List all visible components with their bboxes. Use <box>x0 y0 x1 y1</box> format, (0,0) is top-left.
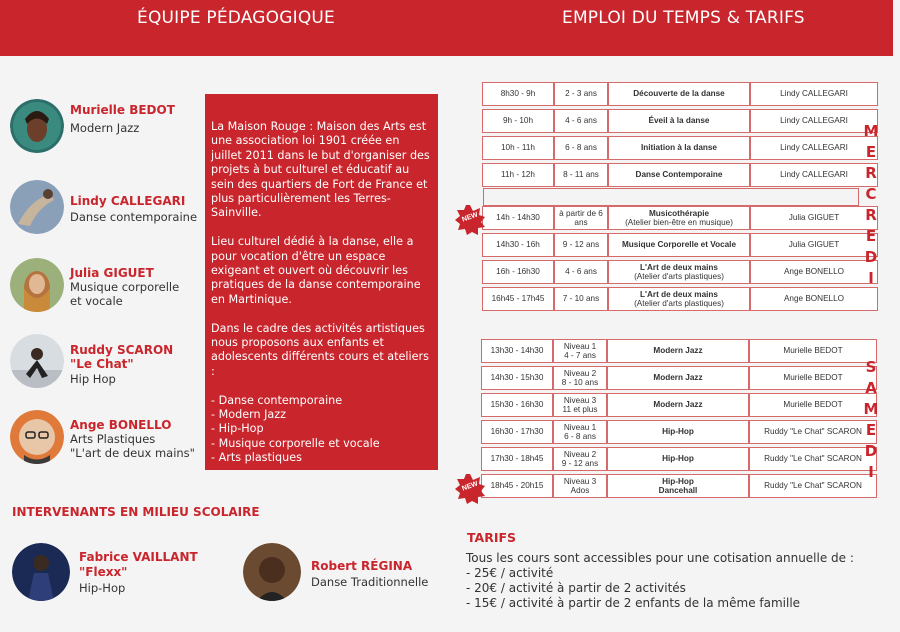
day-label-letter: S <box>865 358 877 376</box>
member-role: Hip Hop <box>70 372 116 386</box>
list-item: - Arts plastiques <box>211 451 302 465</box>
header-bar <box>0 0 893 56</box>
avatar <box>10 99 64 153</box>
time-cell: 10h - 11h <box>482 136 554 160</box>
schedule-gap-row <box>482 190 878 203</box>
table-row <box>482 287 878 311</box>
age-cell <box>554 233 608 257</box>
time-cell: 9h - 10h <box>482 109 554 133</box>
time-cell: 18h45 - 20h15 <box>481 474 553 498</box>
teacher-cell: Julia GIGUET <box>750 233 878 257</box>
age-cell-line: Ados <box>570 486 590 495</box>
course-cell <box>607 366 749 390</box>
member-name: Ange BONELLO <box>70 418 172 432</box>
table-row <box>482 163 878 187</box>
course-cell <box>608 260 750 284</box>
teacher-cell: Ruddy "Le Chat" SCARON <box>749 474 877 498</box>
about-paragraph: La Maison Rouge : Maison des Arts est une association loi 1901 créée en juillet 2011 dans le but d'organiser des projets à but culturel et éducatif au sein des quartiers de Fort de France et plus particulièrement les Terres-Sainville. <box>211 120 430 220</box>
course-name: Modern Jazz <box>653 400 703 410</box>
person-nickname: "Flexx" <box>79 565 128 579</box>
avatar <box>243 543 301 601</box>
activities-list <box>211 394 433 466</box>
avatar <box>10 180 64 234</box>
course-cell <box>608 206 750 230</box>
course-subtitle: (Atelier d'arts plastiques) <box>634 272 724 281</box>
time-cell: 11h - 12h <box>482 163 554 187</box>
day-label-letter: E <box>865 143 877 161</box>
day-label-letter: M <box>863 122 879 140</box>
age-cell <box>554 260 608 284</box>
member-name: Murielle BEDOT <box>70 103 175 117</box>
new-badge <box>455 205 485 235</box>
avatar <box>10 258 64 312</box>
member-role: et vocale <box>70 294 123 308</box>
course-name: Danse Contemporaine <box>635 170 723 180</box>
course-cell <box>607 393 749 417</box>
course-cell <box>608 233 750 257</box>
wednesday-schedule-table <box>482 79 878 314</box>
age-cell-line: 9 - 12 ans <box>562 240 600 250</box>
time-cell: 13h30 - 14h30 <box>481 339 553 363</box>
course-name: Musicothérapie <box>648 208 710 218</box>
table-row <box>481 339 877 363</box>
tarifs-line: - 15€ / activité à partir de 2 enfants de la même famille <box>466 596 801 610</box>
about-paragraph: Dans le cadre des activités artistiques nous proposons aux enfants et adolescents différents cours et ateliers : <box>211 321 429 378</box>
avatar <box>10 334 64 388</box>
age-cell <box>554 206 608 230</box>
new-badge-label: NEW <box>461 480 479 493</box>
gap-cell <box>482 190 878 203</box>
teacher-cell: Ruddy "Le Chat" SCARON <box>749 420 877 444</box>
age-cell-line: Niveau 3 <box>563 395 597 405</box>
age-cell-line: 8 - 10 ans <box>561 378 599 387</box>
age-cell-line: à partir de 6 ans <box>559 208 603 227</box>
day-label-letter: D <box>864 442 878 460</box>
table-row <box>482 233 878 257</box>
wednesday-day-label <box>861 121 881 289</box>
table-row <box>481 447 877 471</box>
age-cell-line: Niveau 3 <box>563 476 597 486</box>
time-cell: 14h - 14h30 <box>482 206 554 230</box>
list-item: - Danse contemporaine <box>211 393 343 407</box>
age-cell-line: 7 - 10 ans <box>562 294 600 304</box>
new-badge-label: NEW <box>461 211 479 224</box>
age-cell <box>553 366 607 390</box>
table-row <box>482 82 878 106</box>
course-name: Hip-Hop <box>662 427 694 437</box>
new-badge <box>455 474 485 504</box>
team-section-title: ÉQUIPE PÉDAGOGIQUE <box>137 8 335 28</box>
table-row <box>482 260 878 284</box>
age-cell-line: 8 - 11 ans <box>563 170 599 180</box>
schedule-section-title: EMPLOI DU TEMPS & TARIFS <box>562 8 805 28</box>
course-cell <box>607 420 749 444</box>
tarifs-line: - 25€ / activité <box>466 566 554 580</box>
time-cell: 15h30 - 16h30 <box>481 393 553 417</box>
age-cell-line: 4 - 6 ans <box>565 267 597 277</box>
teacher-cell: Murielle BEDOT <box>749 339 877 363</box>
teacher-cell: Lindy CALLEGARI <box>750 163 878 187</box>
age-cell <box>553 420 607 444</box>
age-cell <box>553 447 607 471</box>
age-cell-line: 6 - 8 ans <box>565 143 597 153</box>
day-label-letter: C <box>865 185 877 203</box>
age-cell <box>553 339 607 363</box>
teacher-cell: Lindy CALLEGARI <box>750 109 878 133</box>
age-cell-line: 11 et plus <box>562 405 598 414</box>
age-cell-line: Niveau 1 <box>563 422 597 432</box>
age-cell-line: 2 - 3 ans <box>565 89 597 99</box>
age-cell <box>554 109 608 133</box>
course-cell <box>608 109 750 133</box>
list-item: - Modern Jazz <box>211 408 287 422</box>
teacher-cell: Murielle BEDOT <box>749 366 877 390</box>
age-cell <box>554 82 608 106</box>
course-name: Musique Corporelle et Vocale <box>621 240 737 250</box>
course-cell <box>608 163 750 187</box>
course-subtitle: (Atelier bien-être en musique) <box>625 218 733 227</box>
member-name: Julia GIGUET <box>70 266 154 280</box>
age-cell-line: 4 - 7 ans <box>564 351 596 360</box>
age-cell <box>554 136 608 160</box>
course-cell <box>608 82 750 106</box>
avatar <box>12 543 70 601</box>
list-item: - Musique corporelle et vocale <box>211 436 380 450</box>
person-role: Danse Traditionnelle <box>311 575 429 589</box>
page-edge <box>893 0 900 632</box>
course-name: Hip-Hop <box>662 454 694 464</box>
day-label-letter: E <box>865 227 877 245</box>
member-nickname: "Le Chat" <box>70 357 134 371</box>
table-row <box>481 366 877 390</box>
course-subtitle: (Atelier d'arts plastiques) <box>634 299 724 308</box>
member-name: Ruddy SCARON <box>70 343 174 357</box>
time-cell: 14h30 - 16h <box>482 233 554 257</box>
table-row <box>482 136 878 160</box>
day-label-letter: M <box>863 400 879 418</box>
table-row <box>481 474 877 498</box>
age-cell <box>554 163 608 187</box>
age-cell-line: Niveau 1 <box>563 341 597 351</box>
time-cell: 14h30 - 15h30 <box>481 366 553 390</box>
age-cell-line: 4 - 6 ans <box>565 116 597 126</box>
teacher-cell: Ange BONELLO <box>750 287 878 311</box>
course-cell <box>607 474 749 498</box>
person-name: Fabrice VAILLANT <box>79 550 198 564</box>
course-name: Modern Jazz <box>653 346 703 356</box>
tarifs-line: - 20€ / activité à partir de 2 activités <box>466 581 686 595</box>
saturday-schedule-table <box>481 336 877 501</box>
table-row <box>482 109 878 133</box>
course-cell <box>607 339 749 363</box>
saturday-day-label <box>861 357 881 483</box>
day-label-letter: A <box>865 379 877 397</box>
age-cell-line: 6 - 8 ans <box>564 432 596 441</box>
avatar <box>10 410 64 464</box>
course-cell <box>608 136 750 160</box>
teacher-cell: Lindy CALLEGARI <box>750 82 878 106</box>
tarifs-title: TARIFS <box>467 530 517 545</box>
course-name: L'Art de deux mains <box>640 289 718 299</box>
table-row <box>481 420 877 444</box>
course-name: Hip-Hop <box>662 476 694 486</box>
member-name: Lindy CALLEGARI <box>70 194 186 208</box>
day-label-letter: R <box>865 206 877 224</box>
time-cell: 16h30 - 17h30 <box>481 420 553 444</box>
day-label-letter: I <box>868 463 874 481</box>
age-cell <box>554 287 608 311</box>
day-label-letter: E <box>865 421 877 439</box>
school-section-title: INTERVENANTS EN MILIEU SCOLAIRE <box>12 505 260 519</box>
member-role: Danse contemporaine <box>70 210 198 224</box>
teacher-cell: Lindy CALLEGARI <box>750 136 878 160</box>
age-cell-line: Niveau 2 <box>563 449 597 459</box>
member-role: "L'art de deux mains" <box>70 446 195 460</box>
person-role: Hip-Hop <box>79 581 126 595</box>
member-role: Musique corporelle <box>70 280 180 294</box>
course-name: L'Art de deux mains <box>640 262 718 272</box>
day-label-letter: R <box>865 164 877 182</box>
course-name: Éveil à la danse <box>648 116 710 126</box>
course-name: Modern Jazz <box>653 373 703 383</box>
tarifs-intro: Tous les cours sont accessibles pour une cotisation annuelle de : <box>466 551 854 565</box>
about-box <box>205 94 438 470</box>
time-cell: 17h30 - 18h45 <box>481 447 553 471</box>
age-cell <box>553 474 607 498</box>
teacher-cell: Ruddy "Le Chat" SCARON <box>749 447 877 471</box>
list-item: - Hip-Hop <box>211 422 264 436</box>
about-paragraph: Lieu culturel dédié à la danse, elle a pour vocation d'être un espace exigeant et ouvert où découvrir les pratiques de la danse contemporaine en Martinique. <box>211 235 421 306</box>
tarifs-text <box>466 551 854 611</box>
course-name: Découverte de la danse <box>633 89 725 99</box>
age-cell-line: Niveau 2 <box>563 368 597 378</box>
teacher-cell: Murielle BEDOT <box>749 393 877 417</box>
time-cell: 8h30 - 9h <box>482 82 554 106</box>
course-cell <box>607 447 749 471</box>
teacher-cell: Ange BONELLO <box>750 260 878 284</box>
time-cell: 16h45 - 17h45 <box>482 287 554 311</box>
day-label-letter: D <box>864 248 878 266</box>
course-cell <box>608 287 750 311</box>
member-role: Modern Jazz <box>70 121 140 135</box>
age-cell-line: 9 - 12 ans <box>561 459 599 468</box>
time-cell: 16h - 16h30 <box>482 260 554 284</box>
table-row <box>481 393 877 417</box>
teacher-cell: Julia GIGUET <box>750 206 878 230</box>
person-name: Robert RÉGINA <box>311 559 413 573</box>
table-row <box>482 206 878 230</box>
course-name: Dancehall <box>658 486 698 495</box>
course-name: Initiation à la danse <box>641 143 717 153</box>
member-role: Arts Plastiques <box>70 432 156 446</box>
age-cell <box>553 393 607 417</box>
day-label-letter: I <box>868 269 874 287</box>
